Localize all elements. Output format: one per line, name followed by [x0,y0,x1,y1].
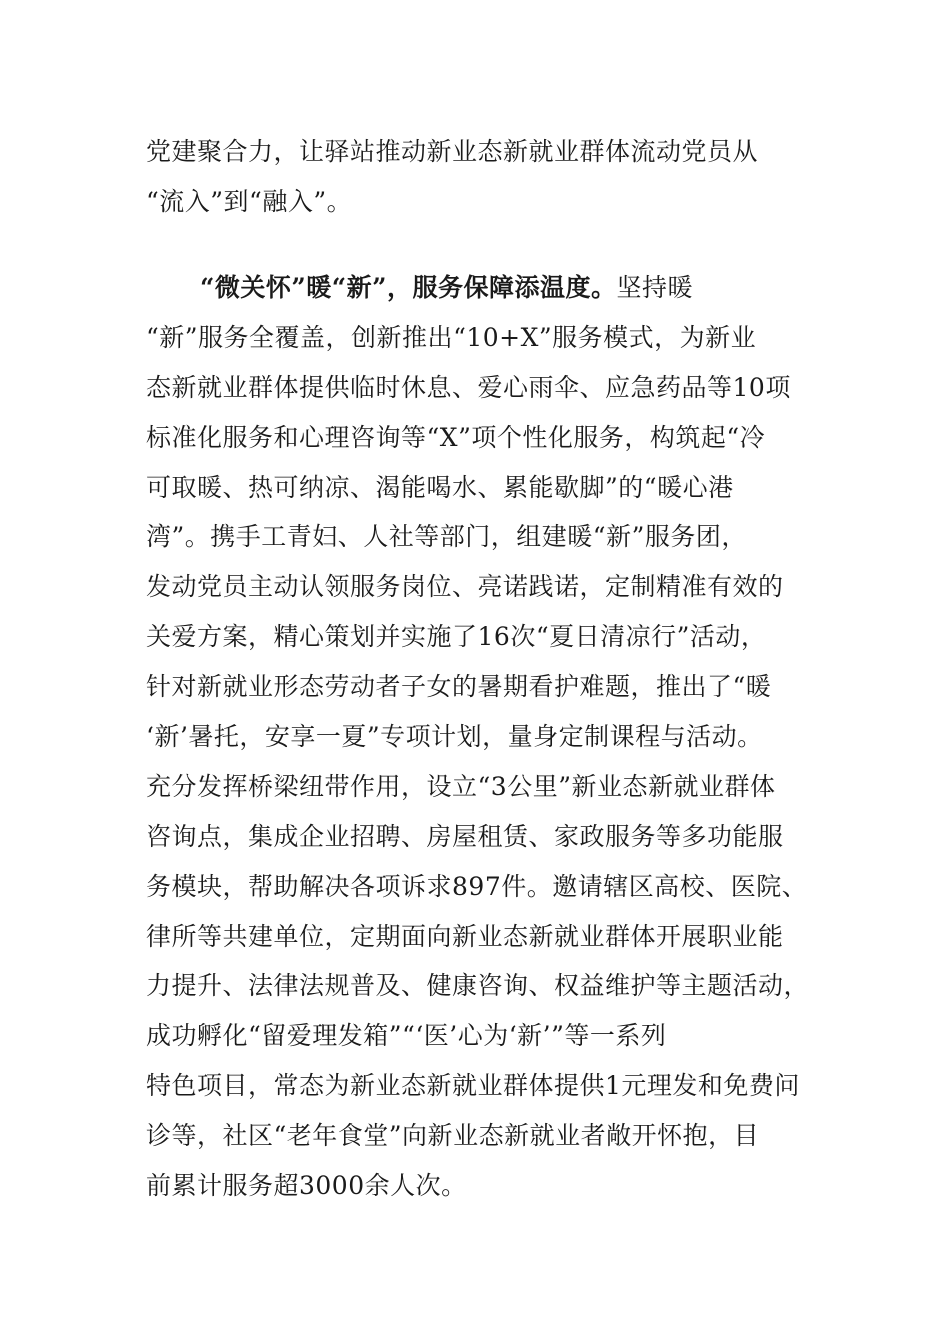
paragraph2-line-16: 特色项目，常态为新业态新就业群体提供1元理发和免费问 [146,1071,800,1100]
paragraph2-line-7: 关爱方案，精心策划并实施了16次“夏日清凉行”活动， [146,622,767,651]
paragraph1-line-1: 党建聚合力，让驿站推动新业态新就业群体流动党员从 [146,137,759,166]
paragraph2-line-1: “新”服务全覆盖，创新推出“10+X”服务模式，为新业 [146,323,757,352]
paragraph2-line-3: 标准化服务和心理咨询等“X”项个性化服务，构筑起“冷 [146,423,766,452]
paragraph2-line-6: 发动党员主动认领服务岗位、亮诺践诺，定制精准有效的 [146,572,784,601]
paragraph1-line-2: “流入”到“融入”。 [146,187,353,216]
paragraph2-line-4: 可取暖、热可纳凉、渴能喝水、累能歇脚”的“暖心港 [146,473,734,502]
paragraph2-heading: “微关怀”暖“新”，服务保障添温度。 [200,273,617,302]
paragraph2-line-14: 力提升、法律法规普及、健康咨询、权益维护等主题活动， [146,971,810,1000]
paragraph2-line-17: 诊等，社区“老年食堂”向新业态新就业者敞开怀抱，目 [146,1121,760,1150]
paragraph2-first-line-rest: 坚持暖 [616,273,694,302]
paragraph2-line-2: 态新就业群体提供临时休息、爱心雨伞、应急药品等10项 [146,373,791,402]
paragraph2-line-15: 成功孵化“留爱理发箱”“‘医’心为‘新’”等一系列 [146,1021,667,1050]
paragraph2-line-18: 前累计服务超3000余人次。 [146,1171,467,1200]
paragraph2-line-10: 充分发挥桥梁纽带作用，设立“3公里”新业态新就业群体 [146,772,776,801]
paragraph2-line-13: 律所等共建单位，定期面向新业态新就业群体开展职业能 [146,922,784,951]
paragraph2-line-12: 务模块，帮助解决各项诉求897件。邀请辖区高校、医院、 [146,872,808,901]
paragraph2-line-8: 针对新就业形态劳动者子女的暑期看护难题，推出了“暖 [146,672,772,701]
paragraph2-line-5: 湾”。携手工青妇、人社等部门，组建暖“新”服务团， [146,522,747,551]
paragraph2-first-line [200,272,693,304]
paragraph2-line-11: 咨询点，集成企业招聘、房屋租赁、家政服务等多功能服 [146,822,784,851]
paragraph2-line-9: ‘新’暑托，安享一夏”专项计划，量身定制课程与活动。 [146,722,763,751]
